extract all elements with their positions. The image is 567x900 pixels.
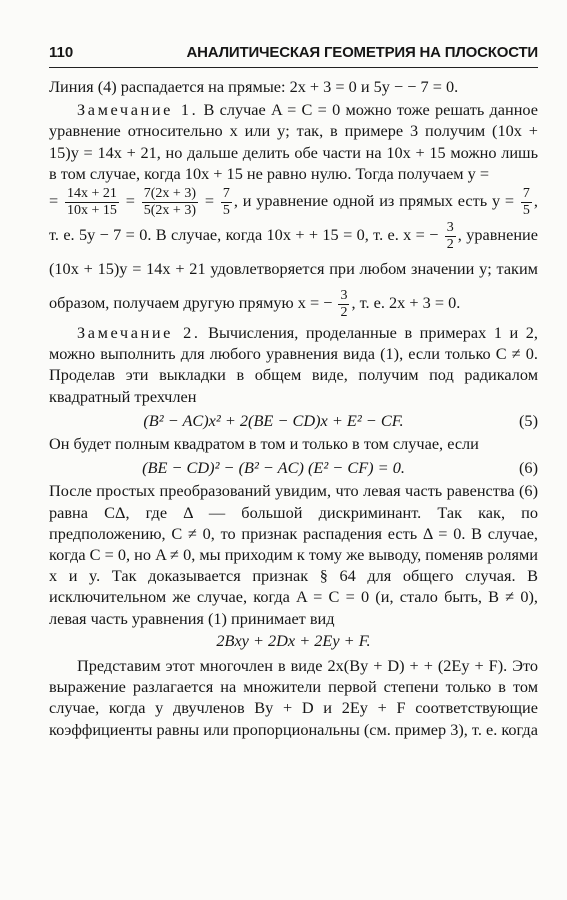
remark-1-text-c: , и уравнение одной из прямых есть y = <box>233 191 515 211</box>
remark-2 <box>49 322 538 407</box>
equation-5-number: (5) <box>519 410 538 430</box>
fraction-6-numerator: 3 <box>340 287 348 303</box>
fraction-4-denominator: 5 <box>522 202 530 218</box>
paragraph-full-square: Он будет полным квадратом в том и только в том случае, если <box>49 434 479 454</box>
equation-7 <box>49 630 538 651</box>
fraction-5 <box>445 221 456 252</box>
remark-1-label: Замечание 1. <box>77 100 199 120</box>
remark-1-text-d: , т. е. 5y − 7 = 0. В случае, когда 10x + + 15 = 0, т. е. x = − <box>49 191 538 245</box>
fraction-3-denominator: 5 <box>222 202 230 218</box>
equation-6-number: (6) <box>519 458 538 478</box>
remark-1-formula-line <box>49 184 538 320</box>
remark-1-text-a: В случае A = C = 0 можно тоже решать данное уравнение относительно x или y; так, в примере 3 получим (10x + 15)y = 14x + 21, но дальше делить обе части на 10x + 15 можно лишь в том случае, когда 10x + 15 не равно нулю. Тогда получаем y = <box>49 100 539 183</box>
fraction-3 <box>221 187 232 218</box>
equation-5-formula: (B² − AC)x² + 2(BE − CD)x + E² − CF. <box>143 410 404 430</box>
equals-sign: = <box>49 191 59 211</box>
fraction-6 <box>338 289 349 320</box>
fraction-5-numerator: 3 <box>446 219 454 235</box>
fraction-1 <box>65 187 119 218</box>
equals-sign: = <box>204 191 215 211</box>
fraction-1-numerator: 14x + 21 <box>67 185 117 201</box>
fraction-2 <box>142 187 198 218</box>
remark-1-text-e: , уравнение (10x + 15)y = 14x + 21 удовлетворяется при любом значении y; таким образом, получаем другую прямую x = − <box>49 225 539 313</box>
fraction-5-denominator: 2 <box>446 236 454 252</box>
page-header <box>49 43 538 68</box>
remark-1-text-f: , т. е. 2x + 3 = 0. <box>351 293 461 313</box>
fraction-1-denominator: 10x + 15 <box>67 202 117 218</box>
fraction-4 <box>521 187 532 218</box>
remark-2-text: Вычисления, проделанные в примерах 1 и 2, можно выполнить для любого уравнения вида (1), если только C ≠ 0. Проделав эти выкладки в общем виде, получим под радикалом квадратный трехчлен <box>49 323 538 406</box>
page-number: 110 <box>49 44 74 61</box>
fraction-2-numerator: 7(2x + 3) <box>143 185 196 201</box>
remark-1 <box>49 99 538 184</box>
equation-5 <box>49 410 538 431</box>
fraction-4-numerator: 7 <box>522 185 530 201</box>
equation-7-formula: 2Bxy + 2Dx + 2Ey + F. <box>216 630 371 650</box>
equals-sign: = <box>125 191 135 211</box>
fraction-6-denominator: 2 <box>340 304 348 320</box>
paragraph-line-4: Линия (4) распадается на прямые: 2x + 3 = 0 и 5y − − 7 = 0. <box>49 77 459 96</box>
equation-6 <box>49 457 538 478</box>
fraction-2-denominator: 5(2x + 3) <box>143 202 196 218</box>
fraction-3-numerator: 7 <box>222 185 230 201</box>
paragraph-polynomial: Представим этот многочлен в виде 2x(By + D) + + (2Ey + F). Это выражение разлагается на множители первой степени только в том случае, когда у двучленов By + D и 2Ey + F соответствующие коэффициенты равны или пропорциональны (см. пример 3), т. е. когда <box>49 656 538 739</box>
page-body <box>49 76 538 740</box>
remark-2-label: Замечание 2. <box>77 323 201 343</box>
equation-6-formula: (BE − CD)² − (B² − AC) (E² − CF) = 0. <box>142 458 405 478</box>
running-title: АНАЛИТИЧЕСКАЯ ГЕОМЕТРИЯ НА ПЛОСКОСТИ <box>186 44 538 61</box>
paragraph-transformations: После простых преобразований увидим, что левая часть равенства (6) равна CΔ, где Δ — большой дискриминант. Так как, по предположению, C ≠ 0, то признак распадения есть Δ = 0. В случае, когда C = 0, но A ≠ 0, мы приходим к тому же выводу, поменяв ролями x и y. Так доказывается признак § 64 для общего случая. В исключительном же случае, когда A = C = 0 (и, стало быть, B ≠ 0), левая часть уравнения (1) принимает вид <box>49 481 538 628</box>
